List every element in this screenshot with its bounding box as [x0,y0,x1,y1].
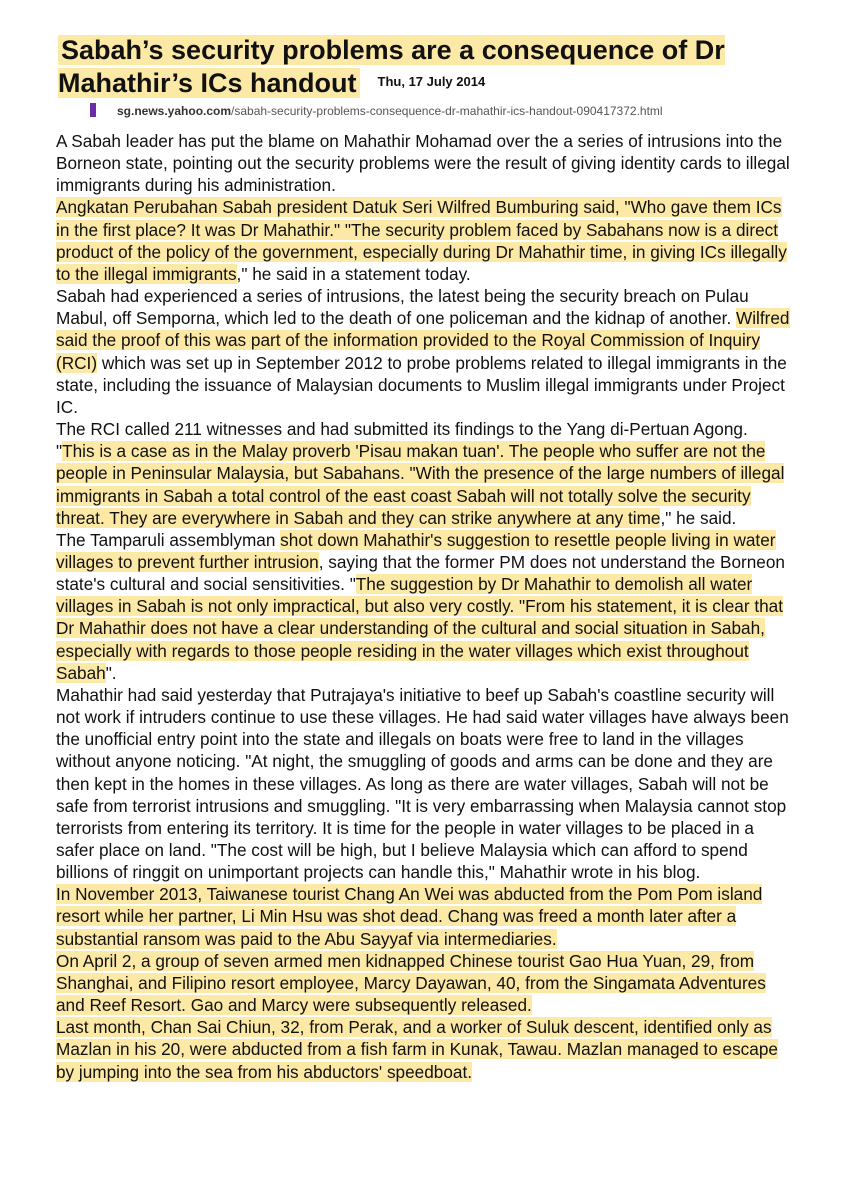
paragraph-6-c: ". [105,662,117,683]
source-path[interactable]: /sabah-security-problems-consequence-dr-mahathir-ics-handout-090417372.html [231,104,663,118]
paragraph-5-b: ," he said. [660,507,737,528]
paragraph-6 [56,529,796,684]
favicon-icon [90,103,96,117]
paragraph-3-a: Sabah had experienced a series of intrusions, the latest being the security breach on Pulau Mabul, off Semporna, which led to the death of one policeman and the kidnap of another. [56,286,749,329]
paragraph-3 [56,285,796,418]
article-date: Thu, 17 July 2014 [377,74,486,89]
highlight-9: On April 2, a group of seven armed men kidnapped Chinese tourist Gao Hua Yuan, 29, from Shanghai, and Filipino resort employee, Marcy Dayawan, 40, from the Singamata Adventures and Reef Resort. Gao and Marcy were subsequently released. [56,950,766,1016]
paragraph-2-rest: ," he said in a statement today. [236,263,471,284]
paragraph-7: Mahathir had said yesterday that Putrajaya's initiative to beef up Sabah's coastline security will not work if intruders continue to use these villages. He had said water villages have always been the unofficial entry point into the state and illegals on boats were free to land in the villages without anyone noticing. "At night, the smuggling of goods and arms can be done and they are then kept in the homes in these villages. As long as there are water villages, Sabah will not be safe from terrorist intrusions and smuggling. "It is very embarrassing when Malaysia cannot stop terrorists from entering its territory. It is time for the people in water villages to be placed in a safer place on land. "The cost will be high, but I believe Malaysia which can afford to spend billions of ringgit on unimportant projects can handle this," Mahathir wrote in his blog. [56,684,789,883]
article-body [56,130,796,1083]
highlight-6b: The suggestion by Dr Mahathir to demolish all water villages in Sabah is not only impractical, but also very costly. "From his statement, it is clear that Dr Mahathir does not have a clear understanding of the cultural and social situation in Sabah, especially with regards to those people residing in the water villages which exist throughout Sabah [56,574,783,683]
source-domain[interactable]: sg.news.yahoo.com [117,104,232,118]
highlight-6a: shot down Mahathir's suggestion to resettle people living in water villages to prevent further intrusion [56,529,776,572]
paragraph-3-b: which was set up in September 2012 to probe problems related to illegal immigrants in the state, including the issuance of Malaysian documents to Muslim illegal immigrants under Project IC. [56,352,787,417]
paragraph-8 [56,883,796,949]
paragraph-2 [56,196,796,285]
source-url[interactable] [90,103,663,118]
paragraph-6-a: The Tamparuli assemblyman [56,529,281,550]
article-title-block [58,34,758,99]
highlight-8: In November 2013, Taiwanese tourist Chang An Wei was abducted from the Pom Pom island resort while her partner, Li Min Hsu was shot dead. Chang was freed a month later after a substantial ransom was paid to the Abu Sayyaf via intermediaries. [56,884,763,949]
paragraph-4: The RCI called 211 witnesses and had submitted its findings to the Yang di-Pertuan Agong. [56,419,748,440]
paragraph-9 [56,950,796,1016]
paragraph-5 [56,440,796,529]
article-title: Sabah’s security problems are a consequence of Dr Mahathir’s ICs handout [58,35,725,98]
paragraph-10 [56,1016,796,1082]
paragraph-6-b: , saying that the former PM does not understand the Borneon state's cultural and social sensitivities. " [56,551,785,595]
highlight-5: This is a case as in the Malay proverb 'Pisau makan tuan'. The people who suffer are not the people in Peninsular Malaysia, but Sabahans. "With the presence of the large numbers of illegal immigrants in Sabah a total control of the east coast Sabah will not totally solve the security threat. They are everywhere in Sabah and they can strike anywhere at any time [56,441,785,528]
highlight-10: Last month, Chan Sai Chiun, 32, from Perak, and a worker of Suluk descent, identified only as Mazlan in his 20, were abducted from a fish farm in Kunak, Tawau. Mazlan managed to escape by jumping into the sea from his abductors' speedboat. [56,1017,778,1082]
paragraph-5-a: " [56,441,63,462]
paragraph-1: A Sabah leader has put the blame on Mahathir Mohamad over the a series of intrusions into the Borneon state, pointing out the security problems were the result of giving identity cards to illegal immigrants during his administration. [56,131,790,196]
highlight-2: Angkatan Perubahan Sabah president Datuk Seri Wilfred Bumburing said, "Who gave them ICs in the first place? It was Dr Mahathir." "The security problem faced by Sabahans now is a direct product of the policy of the government, especially during Dr Mahathir time, in giving ICs illegally to the illegal immigrants [56,197,787,284]
highlight-3: Wilfred said the proof of this was part of the information provided to the Royal Commission of Inquiry (RCI) [56,308,790,373]
